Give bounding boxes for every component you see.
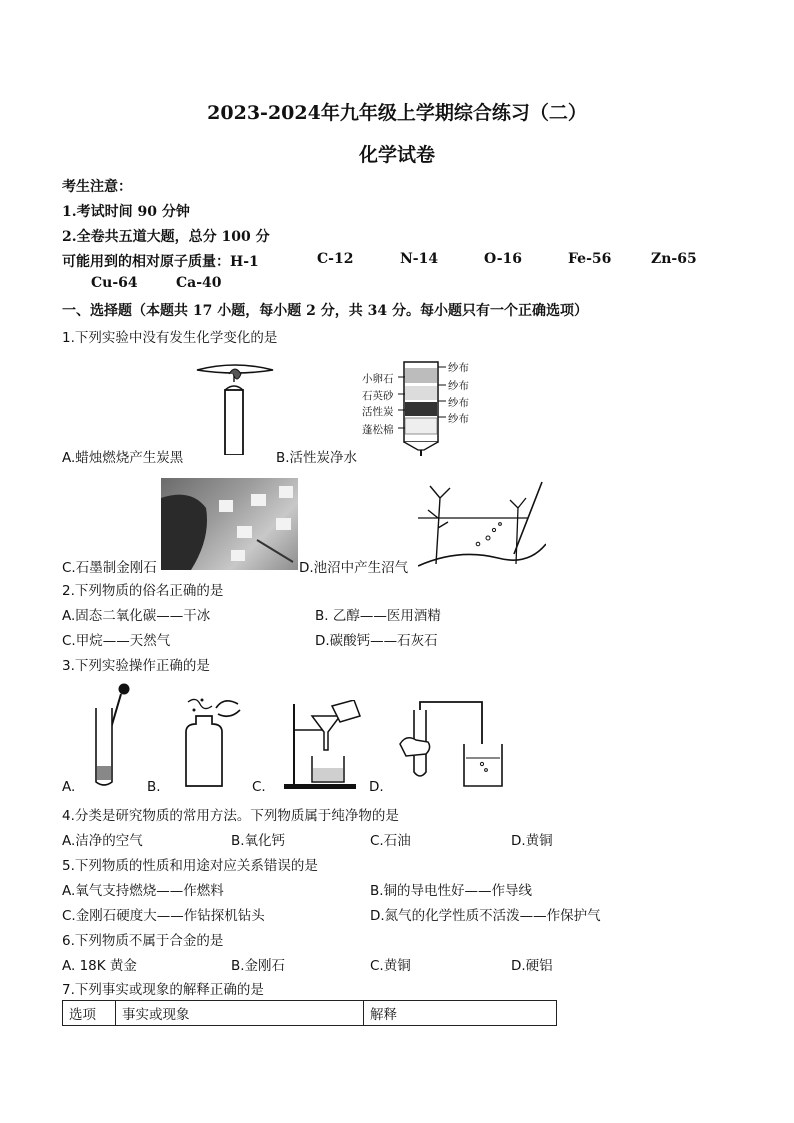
option-d[interactable]: D. (369, 779, 384, 795)
filter-label: 小卵石 (362, 373, 394, 385)
atomic-mass: Cu-64 (91, 275, 138, 291)
filter-label: 纱布 (448, 397, 469, 409)
option-a[interactable]: A.氧气支持燃烧——作燃料 (62, 883, 224, 899)
atomic-mass: N-14 (400, 251, 439, 267)
filter-label: 纱布 (448, 362, 469, 374)
swamp-gas-figure (418, 478, 546, 570)
question-stem: 4.分类是研究物质的常用方法。下列物质属于纯净物的是 (62, 808, 399, 824)
atomic-mass: O-16 (484, 251, 523, 267)
page-subtitle: 化学试卷 (358, 144, 435, 166)
option-a[interactable]: A.蜡烛燃烧产生炭黑 (62, 450, 184, 466)
section-heading: 一、选择题（本题共 17 小题，每小题 2 分，共 34 分。每小题只有一个正确选项） (62, 303, 588, 319)
option-c[interactable]: C.石油 (370, 833, 411, 849)
option-d[interactable]: D.碳酸钙——石灰石 (315, 633, 438, 649)
filter-label: 石英砂 (362, 390, 394, 402)
notice-total: 2.全卷共五道大题，总分 100 分 (62, 229, 270, 245)
option-b[interactable]: B.活性炭净水 (276, 450, 358, 466)
option-c[interactable]: C.甲烷——天然气 (62, 633, 171, 649)
notice-heading: 考生注意： (62, 179, 132, 195)
option-b[interactable]: B.铜的导电性好——作导线 (370, 883, 533, 899)
option-b[interactable]: B. (147, 779, 161, 795)
option-d[interactable]: D.氮气的化学性质不活泼——作保护气 (370, 908, 601, 924)
atomic-mass: Ca-40 (176, 275, 222, 291)
table-header-cell: 选项 (63, 1001, 116, 1026)
option-c[interactable]: C.黄铜 (370, 958, 411, 974)
option-d[interactable]: D.硬铝 (511, 958, 553, 974)
q7-table (62, 1000, 557, 1026)
atomic-mass: C-12 (317, 251, 354, 267)
option-d[interactable]: D.池沼中产生沼气 (299, 560, 409, 576)
option-a[interactable]: A. 18K 黄金 (62, 958, 137, 974)
question-stem: 2.下列物质的俗名正确的是 (62, 583, 224, 599)
filtration-figure (282, 700, 364, 790)
table-header-cell: 事实或现象 (116, 1001, 364, 1026)
table-header-cell: 解释 (364, 1001, 557, 1026)
option-a[interactable]: A.固态二氧化碳——干冰 (62, 608, 211, 624)
question-stem: 7.下列事实或现象的解释正确的是 (62, 982, 264, 998)
option-a[interactable]: A.洁净的空气 (62, 833, 143, 849)
gas-bottle-figure (178, 694, 244, 790)
question-stem: 3.下列实验操作正确的是 (62, 658, 210, 674)
option-b[interactable]: B.氧化钙 (231, 833, 286, 849)
atomic-masses-label: 可能用到的相对原子质量：H-1 (62, 254, 259, 270)
table-header-row (63, 1001, 557, 1026)
option-c[interactable]: C.金刚石硬度大——作钻探机钻头 (62, 908, 265, 924)
question-stem: 1.下列实验中没有发生化学变化的是 (62, 330, 278, 346)
atomic-mass: Fe-56 (568, 251, 612, 267)
candle-figure (193, 360, 278, 455)
option-b[interactable]: B.金刚石 (231, 958, 286, 974)
option-c[interactable]: C. (252, 779, 266, 795)
atomic-mass: Zn-65 (651, 251, 697, 267)
filter-label: 蓬松棉 (362, 424, 394, 436)
dropper-figure (90, 682, 134, 790)
filter-label: 纱布 (448, 380, 469, 392)
graphite-photo (161, 478, 298, 570)
notice-time: 1.考试时间 90 分钟 (62, 204, 190, 220)
page-title: 2023-2024年九年级上学期综合练习（二） (207, 102, 587, 124)
option-b[interactable]: B. 乙醇——医用酒精 (315, 608, 441, 624)
filter-label: 纱布 (448, 413, 469, 425)
question-stem: 6.下列物质不属于合金的是 (62, 933, 224, 949)
option-c[interactable]: C.石墨制金刚石 (62, 560, 157, 576)
airtightness-figure (396, 698, 508, 790)
option-d[interactable]: D.黄铜 (511, 833, 553, 849)
question-stem: 5.下列物质的性质和用途对应关系错误的是 (62, 858, 318, 874)
option-a[interactable]: A. (62, 779, 76, 795)
filter-label: 活性炭 (362, 406, 394, 418)
